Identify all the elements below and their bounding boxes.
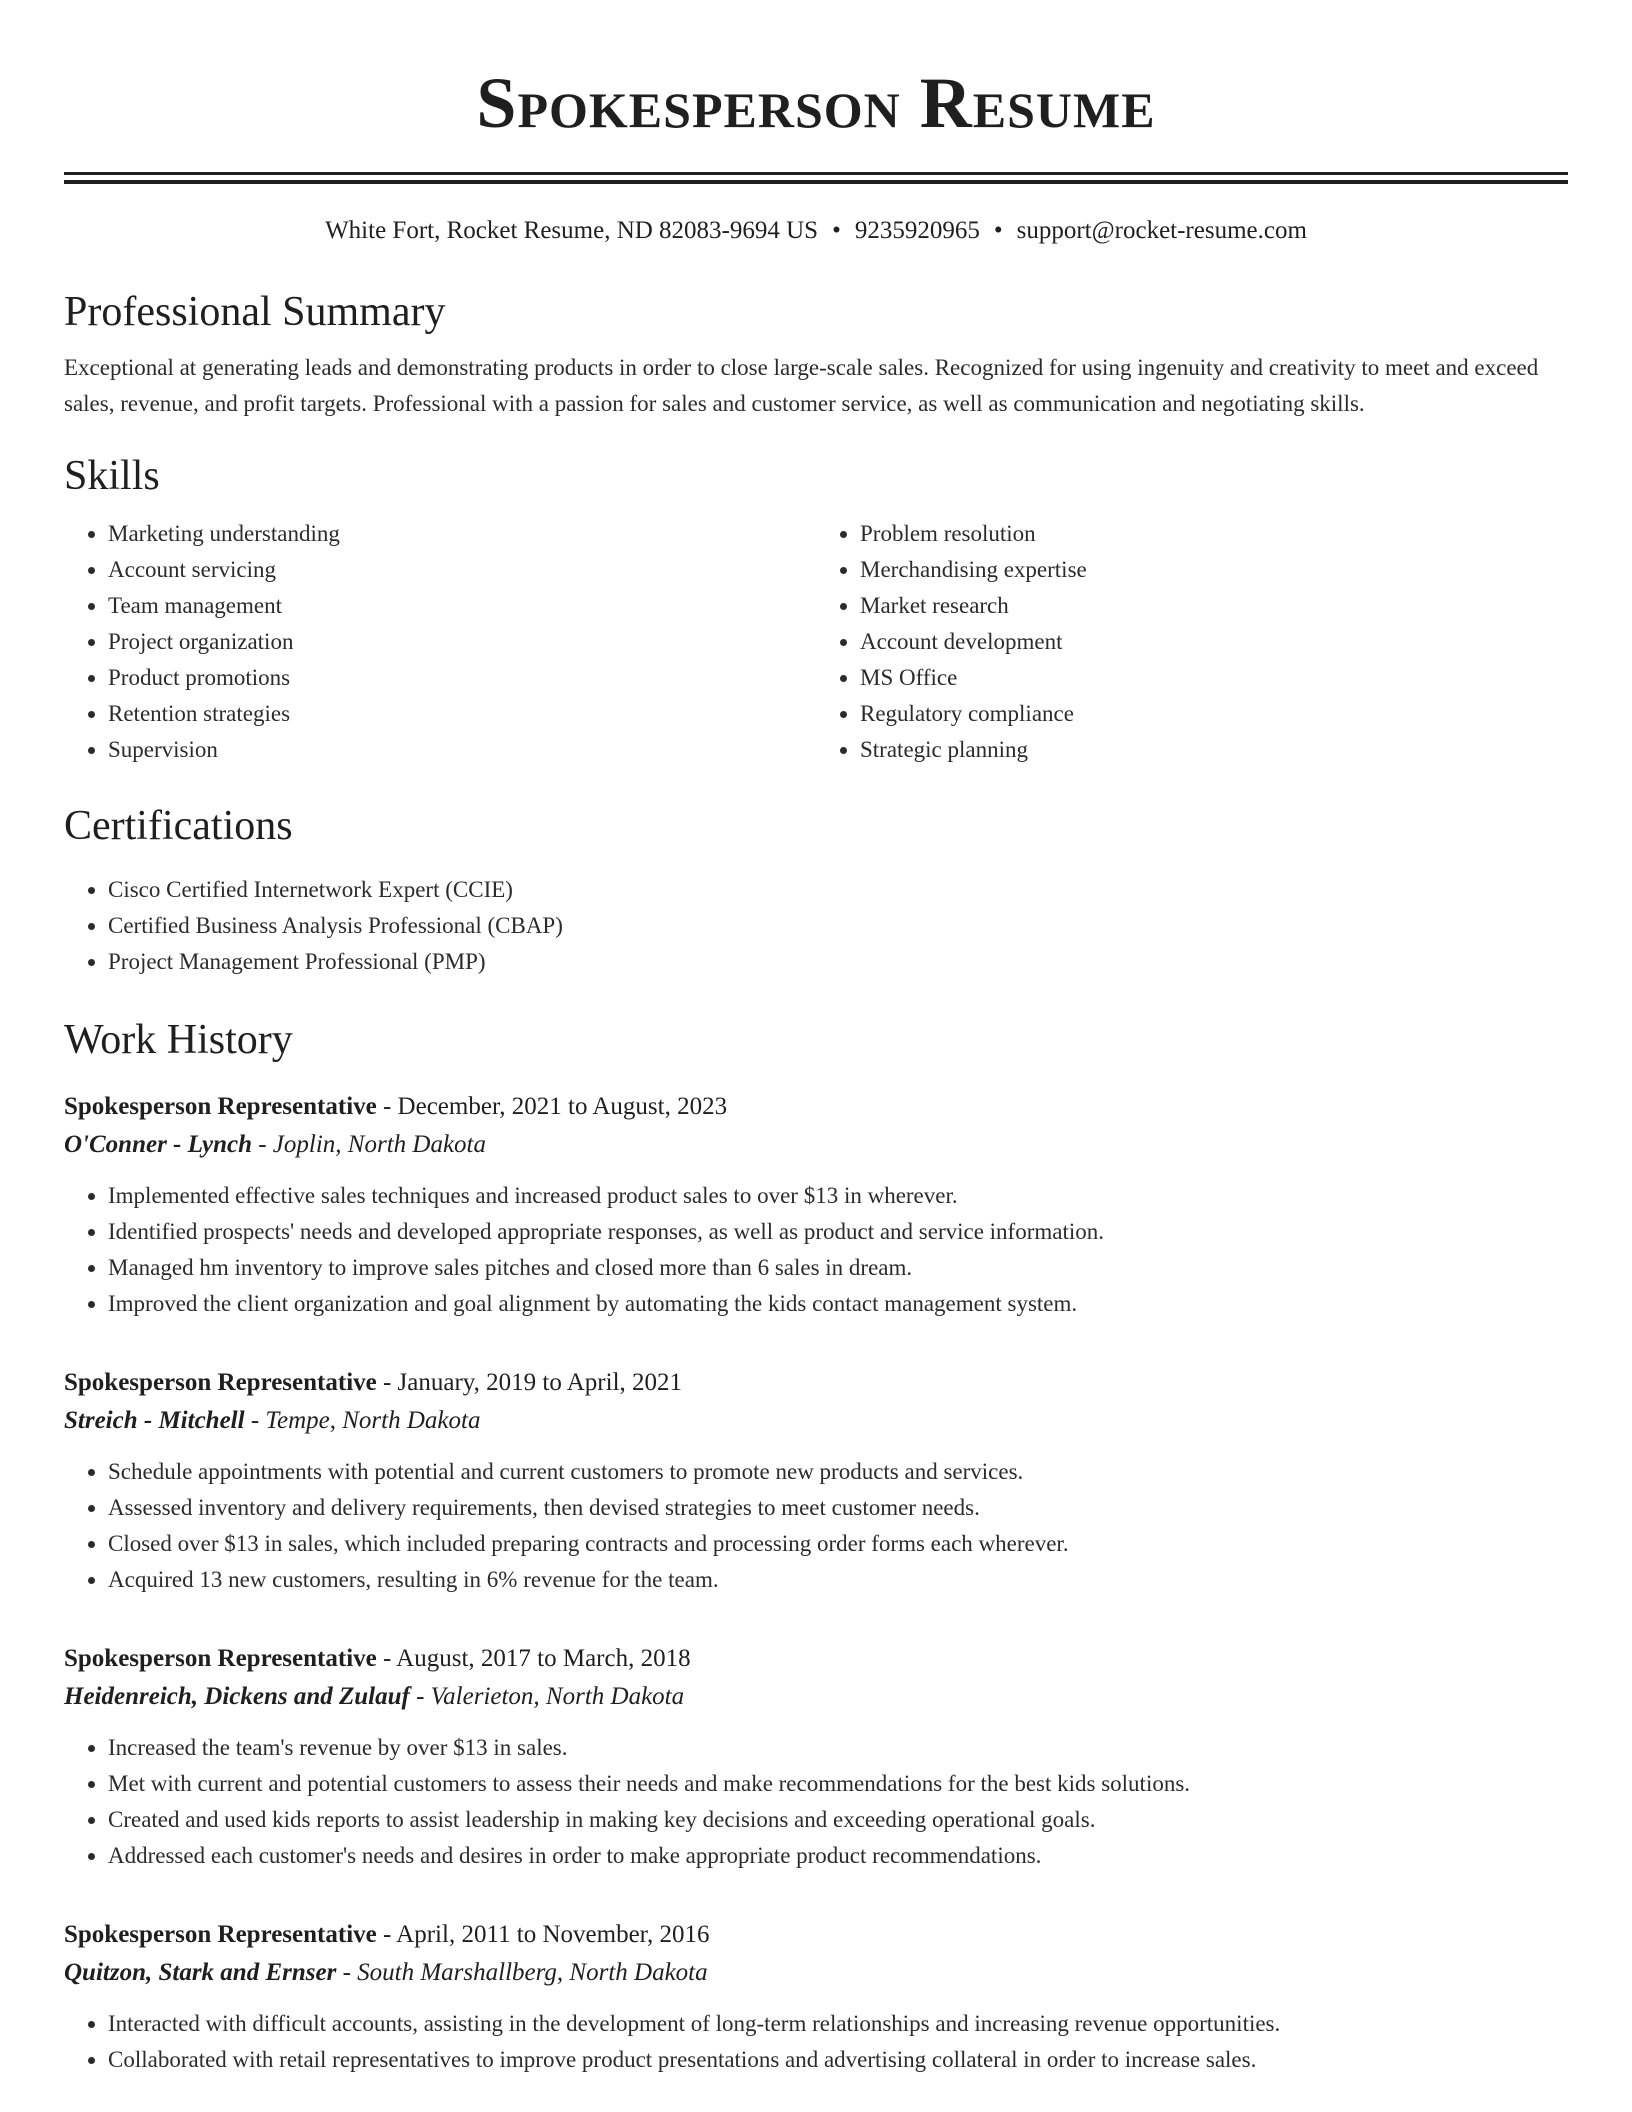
job-bullet: • Identified prospects' needs and developed appropriate responses, as well as product and service information.	[108, 1214, 1568, 1250]
job-dates: - January, 2019 to April, 2021	[376, 1369, 683, 1396]
skill-item: • Strategic planning	[860, 732, 1568, 768]
job-role: Spokesperson Representative	[64, 1921, 377, 1948]
contact-email[interactable]: support@rocket-resume.com	[1016, 217, 1307, 244]
skill-item: • MS Office	[860, 660, 1568, 696]
resume-title: Spokesperson Resume	[476, 63, 1156, 143]
work-history-list	[64, 1088, 1568, 2078]
job-company-line	[64, 1678, 1568, 1716]
job-location: - Valerieton, North Dakota	[409, 1683, 685, 1710]
job-bullet: • Managed hm inventory to improve sales pitches and closed more than 6 sales in dream.	[108, 1250, 1568, 1286]
job-entry	[64, 1916, 1568, 2078]
job-bullets	[64, 2006, 1568, 2078]
job-bullet: • Acquired 13 new customers, resulting in 6% revenue for the team.	[108, 1562, 1568, 1598]
skill-item: • Team management	[108, 588, 816, 624]
skill-item: • Retention strategies	[108, 696, 816, 732]
skill-item: • Merchandising expertise	[860, 552, 1568, 588]
skill-item: • Account servicing	[108, 552, 816, 588]
job-company-line	[64, 1954, 1568, 1992]
contact-phone[interactable]: 9235920965	[854, 217, 980, 244]
contact-separator: •	[993, 217, 1003, 244]
job-bullet: • Implemented effective sales techniques and increased product sales to over $13 in wherever.	[108, 1178, 1568, 1214]
job-title-line	[64, 1640, 1568, 1678]
job-bullet: • Met with current and potential customers to assess their needs and make recommendations for the best kids solutions.	[108, 1766, 1568, 1802]
job-bullet: • Increased the team's revenue by over $13 in sales.	[108, 1730, 1568, 1766]
skill-item: • Account development	[860, 624, 1568, 660]
skill-item: • Problem resolution	[860, 516, 1568, 552]
contact-line	[64, 214, 1568, 248]
job-bullet: • Assessed inventory and delivery requirements, then devised strategies to meet customer needs.	[108, 1490, 1568, 1526]
skills-columns	[64, 516, 1568, 768]
contact-address: White Fort, Rocket Resume, ND 82083-9694 US	[325, 217, 819, 244]
job-entry	[64, 1088, 1568, 1340]
skills-list-left	[64, 516, 816, 768]
job-title-line	[64, 1088, 1568, 1126]
skill-item: • Market research	[860, 588, 1568, 624]
job-entry	[64, 1640, 1568, 1892]
certification-item: • Cisco Certified Internetwork Expert (CCIE)	[108, 872, 1568, 908]
job-company-line	[64, 1402, 1568, 1440]
work-history-heading: Work History	[64, 1017, 293, 1063]
job-role: Spokesperson Representative	[64, 1369, 377, 1396]
certifications-list	[64, 872, 1568, 980]
job-bullets	[64, 1730, 1568, 1874]
job-bullet: • Closed over $13 in sales, which included preparing contracts and processing order forms each wherever.	[108, 1526, 1568, 1562]
skill-item: • Supervision	[108, 732, 816, 768]
job-dates: - April, 2011 to November, 2016	[376, 1921, 710, 1948]
job-bullet: • Created and used kids reports to assist leadership in making key decisions and exceeding operational goals.	[108, 1802, 1568, 1838]
skill-item: • Marketing understanding	[108, 516, 816, 552]
job-bullet: • Improved the client organization and goal alignment by automating the kids contact management system.	[108, 1286, 1568, 1322]
job-bullet: • Interacted with difficult accounts, assisting in the development of long-term relationships and increasing revenue opportunities.	[108, 2006, 1568, 2042]
job-bullet: • Schedule appointments with potential and current customers to promote new products and services.	[108, 1454, 1568, 1490]
certifications-heading: Certifications	[64, 803, 293, 849]
job-company: Streich - Mitchell	[64, 1407, 245, 1434]
job-dates: - August, 2017 to March, 2018	[376, 1645, 691, 1672]
job-company: O'Conner - Lynch	[64, 1131, 252, 1158]
job-location: - Joplin, North Dakota	[251, 1131, 486, 1158]
skill-item: • Regulatory compliance	[860, 696, 1568, 732]
summary-heading: Professional Summary	[64, 289, 446, 335]
job-title-line	[64, 1364, 1568, 1402]
job-location: - South Marshallberg, North Dakota	[336, 1959, 708, 1986]
job-role: Spokesperson Representative	[64, 1645, 377, 1672]
job-bullet: • Addressed each customer's needs and desires in order to make appropriate product recommendations.	[108, 1838, 1568, 1874]
job-company-line	[64, 1126, 1568, 1164]
skills-list-right	[816, 516, 1568, 768]
skill-item: • Product promotions	[108, 660, 816, 696]
job-dates: - December, 2021 to August, 2023	[376, 1093, 728, 1120]
certification-item: • Certified Business Analysis Professional (CBAP)	[108, 908, 1568, 944]
title-double-rule	[64, 172, 1568, 184]
job-company: Quitzon, Stark and Ernser	[64, 1959, 337, 1986]
job-title-line	[64, 1916, 1568, 1954]
job-bullets	[64, 1454, 1568, 1598]
job-bullets	[64, 1178, 1568, 1322]
skill-item: • Project organization	[108, 624, 816, 660]
contact-separator: •	[832, 217, 841, 244]
skills-heading: Skills	[64, 453, 160, 499]
job-role: Spokesperson Representative	[64, 1093, 377, 1120]
job-company: Heidenreich, Dickens and Zulauf	[64, 1683, 410, 1710]
certification-item: • Project Management Professional (PMP)	[108, 944, 1568, 980]
job-entry	[64, 1364, 1568, 1616]
job-location: - Tempe, North Dakota	[244, 1407, 481, 1434]
job-bullet: • Collaborated with retail representatives to improve product presentations and advertising collateral in order to increase sales.	[108, 2042, 1568, 2078]
summary-text: Exceptional at generating leads and demonstrating products in order to close large-scale sales. Recognized for using ingenuity and creativity to meet and exceed sales, revenue, and profit targets. Professional with a passion for sales and customer service, as well as communication and negotiating skills.	[64, 355, 1539, 416]
